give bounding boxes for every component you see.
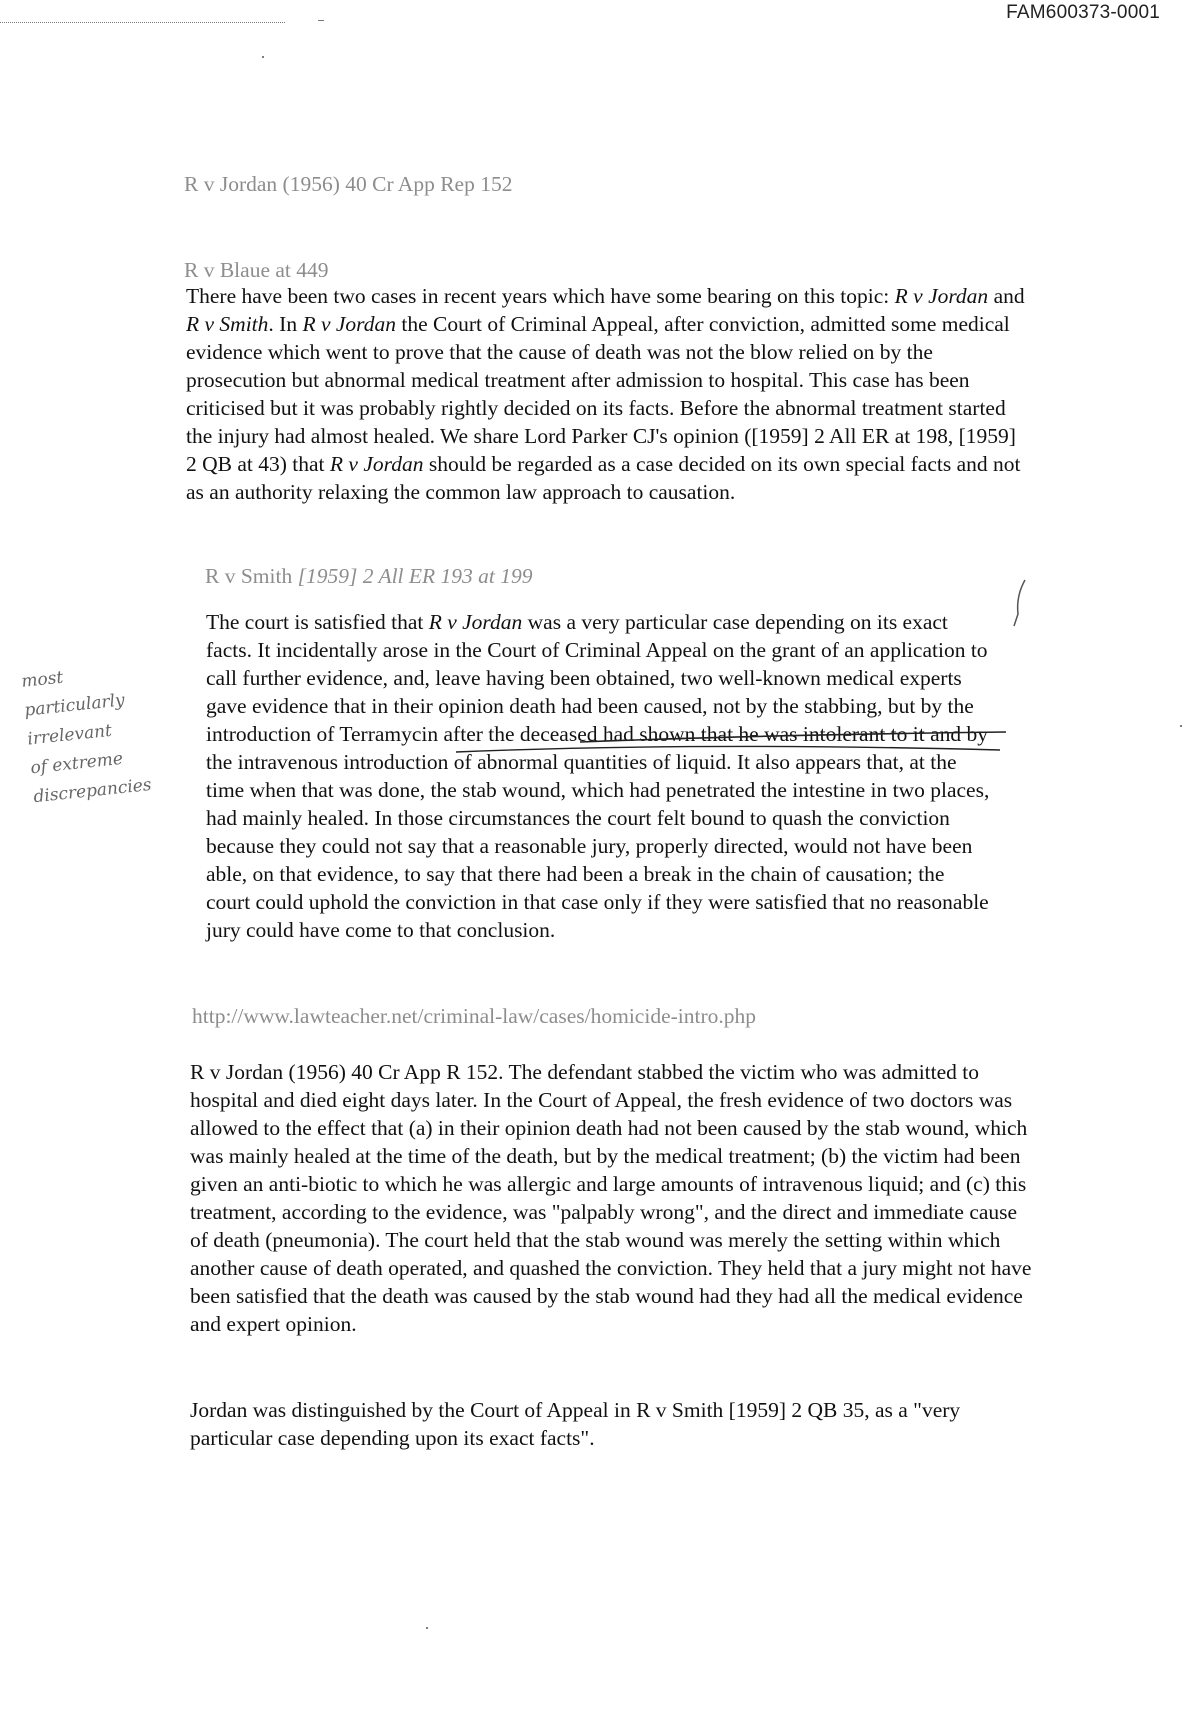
note-line: most	[20, 667, 65, 692]
closing-note: Jordan was distinguished by the Court of Appeal in R v Smith [1959] 2 QB 35, as a "very particular case depending upon its exact facts".	[190, 1398, 961, 1450]
scan-speck	[426, 1627, 428, 1629]
heading-jordan-citation	[184, 170, 512, 198]
smith-ref-italic: [1959] 2 All ER 193 at 199	[297, 564, 533, 588]
note-line: of extreme	[29, 748, 124, 779]
margin-bracket-mark	[1014, 580, 1025, 626]
scan-speck	[1180, 725, 1182, 727]
handwritten-margin-note	[20, 652, 184, 812]
blaue-reference: R v Blaue at 449	[184, 258, 329, 282]
case-name: R v Jordan	[428, 610, 523, 634]
blaue-text-1: There have been two cases in recent years which have some bearing on this topic:	[186, 284, 895, 308]
smith-reference	[205, 562, 533, 590]
smith-quote	[206, 608, 991, 944]
note-line: irrelevant	[26, 720, 113, 750]
case-name: R v Jordan	[894, 284, 989, 308]
blaue-text-3: . In	[268, 312, 303, 336]
blaue-text-5: should be regarded as a case decided on its own special facts and not as an authority relaxing the common law approach to causation.	[186, 452, 1021, 504]
case-name: R v Jordan	[302, 312, 396, 336]
blaue-text-2: and	[988, 284, 1025, 308]
scan-mark	[318, 20, 324, 21]
scan-rule	[0, 22, 285, 23]
source-url: http://www.lawteacher.net/criminal-law/cases/homicide-intro.php	[192, 1004, 756, 1028]
smith-ref-plain: R v Smith	[205, 564, 298, 588]
blaue-text-4: the Court of Criminal Appeal, after conviction, admitted some medical evidence which went to prove that the cause of death was not the blow relied on by the prosecution but abnormal medical treatment after admission to hospital. This case has been criticised but it was probably rightly decided on its facts. Before the abnormal treatment started the injury had almost healed. We share Lord Parker CJ's opinion ([1959] 2 All ER at 198, [1959] 2 QB at 43) that	[186, 312, 1016, 476]
smith-text-1: The court is satisfied that	[206, 610, 429, 634]
note-line: particularly	[23, 690, 126, 721]
note-line: discrepancies	[32, 774, 153, 808]
case-name: R v Smith	[186, 312, 269, 336]
blaue-quote	[186, 282, 1031, 506]
scan-speck	[262, 56, 264, 58]
case-name: R v Jordan	[329, 452, 424, 476]
document-id: FAM600373-0001	[1006, 2, 1160, 23]
smith-text-2: was a very particular case depending on its exact facts. It incidentally arose in the Court of Criminal Appeal on the grant of an application to call further evidence, and, leave having been obtained, two well-known medical experts gave evidence that in their opinion death had been caused, not by the stabbing, but by the introduction of Terramycin after the deceased had shown that he was intolerant to it and by the intravenous introduction of abnormal quantities of liquid. It also appears that, at the time when that was done, the stab wound, which had penetrated the intestine in two places, had mainly healed. In those circumstances the court felt bound to quash the conviction because they could not say that a reasonable jury, properly directed, would not have been able, on that evidence, to say that there had been a break in the chain of causation; the court could uphold the conviction in that case only if they were satisfied that no reasonable jury could have come to that conclusion.	[206, 610, 990, 942]
heading-text: R v Jordan (1956) 40 Cr App Rep 152	[184, 172, 513, 196]
case-summary: R v Jordan (1956) 40 Cr App R 152. The defendant stabbed the victim who was admitted to hospital and died eight days later. In the Court of Appeal, the fresh evidence of two doctors was allowed to the effect that (a) in their opinion death had not been caused by the stab wound, which was mainly healed at the time of the death, but by the medical treatment; (b) the victim had been given an anti-biotic to which he was allergic and large amounts of intravenous liquid; and (c) this treatment, according to the evidence, was "palpably wrong", and the direct and immediate cause of death (pneumonia). The court held that the stab wound was merely the setting within which another cause of death operated, and quashed the conviction. They held that a jury might not have been satisfied that the death was caused by the stab wound had they had all the medical evidence and expert opinion.	[190, 1060, 1032, 1336]
